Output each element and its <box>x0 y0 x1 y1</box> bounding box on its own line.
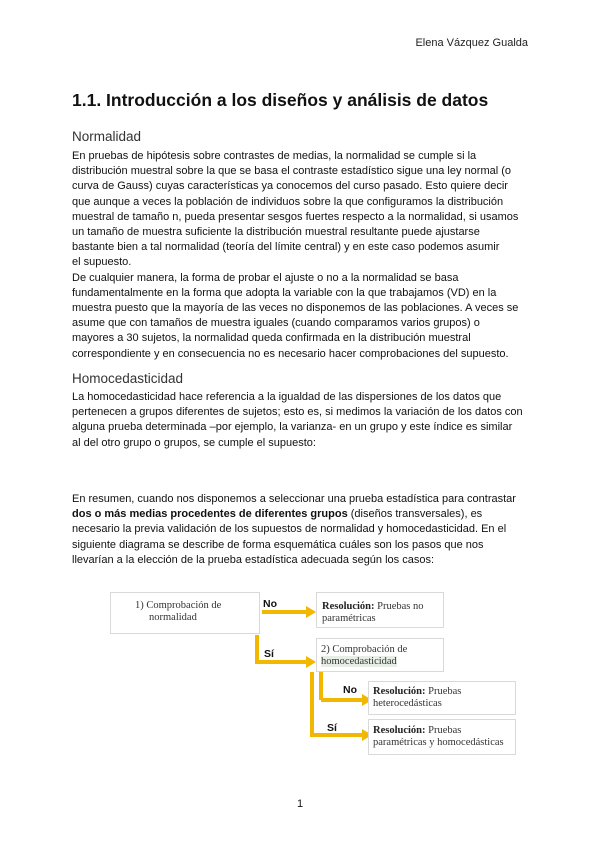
text-line: asume que con tamaños de muestra iguales (cuando comparamos varios grupos) o <box>72 317 480 330</box>
text-line: bastante bien a tal normalidad (teoría del límite central) y en este caso podemos asumir <box>72 241 500 254</box>
text-line: un tamaño de muestra suficiente la distribución muestral resultante puede ajustarse <box>72 226 480 239</box>
text-line: que aunque a veces la población de individuos sobre la que configuramos la distribución <box>72 195 504 208</box>
text-line: distribución muestral sobre la que se basa el contraste estadístico sigue una ley normal (o <box>72 165 512 178</box>
text-line: fundamentalmente en la forma que adopta la variable con la que trabajamos (VD) en la <box>72 286 497 299</box>
step2-line2 <box>321 656 443 668</box>
resolution-nonparametric-box <box>316 592 444 628</box>
si-label-1: Sí <box>264 648 274 660</box>
paragraph-resumen <box>72 492 530 568</box>
text-fragment: (diseños transversales), es <box>347 508 483 521</box>
text-line: siguiente diagrama se describe de forma esquemática cuáles son los pasos que nos <box>72 538 484 551</box>
res1-bold: Resolución: <box>322 601 375 612</box>
res2-line1 <box>373 686 515 698</box>
res1-rest: Pruebas no <box>374 601 424 612</box>
author-name: Elena Vázquez Gualda <box>415 37 528 49</box>
resolution-parametric-box <box>368 719 516 755</box>
text-line: correspondiente y en consecuencia no es necesario hacer comprobaciones del supuesto. <box>72 347 509 360</box>
step1-box <box>110 592 260 634</box>
res3-line2: paramétricas y homocedásticas <box>373 737 504 748</box>
step1-line2: normalidad <box>149 612 197 623</box>
text-line: De cualquier manera, la forma de probar el ajuste o no a la normalidad se basa <box>72 271 459 284</box>
step2-highlight: homocedasticidad <box>321 656 397 667</box>
res3-line1 <box>373 725 515 737</box>
res2-rest: Pruebas <box>425 686 462 697</box>
heading-homocedasticidad: Homocedasticidad <box>72 371 184 386</box>
text-line: muestral de tamaño n, pueda presentar sesgos fuertes respecto a la normalidad, si usamos <box>72 210 519 223</box>
paragraph-normalidad <box>72 149 530 362</box>
arrowhead-si-1 <box>306 656 316 668</box>
text-line: pertenecen a grupos diferentes de sujetos; esto es, si medimos la variación de los datos con <box>72 406 523 419</box>
text-line: En pruebas de hipótesis sobre contrastes de medias, la normalidad se cumple si la <box>72 150 477 162</box>
step2-box <box>316 638 444 672</box>
arrowhead-no-1 <box>306 606 316 618</box>
no-label-2: No <box>343 684 357 696</box>
text-line: La homocedasticidad hace referencia a la igualdad de las dispersiones de los datos que <box>72 391 502 403</box>
arrow-si-2 <box>312 672 362 735</box>
resolution-heteroscedastic-box <box>368 681 516 715</box>
text-line: llevarían a la elección de la prueba estadística adecuada según los casos: <box>72 553 435 566</box>
text-line <box>72 507 530 522</box>
page-number: 1 <box>296 798 304 810</box>
text-line: el supuesto. <box>72 256 132 269</box>
res3-bold: Resolución: <box>373 725 426 736</box>
res3-rest: Pruebas <box>425 725 462 736</box>
step1-line1: 1) Comprobación de <box>135 600 222 611</box>
bold-phrase: dos o más medias procedentes de diferentes grupos <box>72 508 348 521</box>
res2-line2: heterocedásticas <box>373 698 442 709</box>
res1-line2: paramétricas <box>322 613 376 624</box>
text-line: muestra puesto que la mayoría de las veces no disponemos de las poblaciones. A veces se <box>72 302 519 315</box>
text-line: En resumen, cuando nos disponemos a seleccionar una prueba estadística para contrastar <box>72 493 516 505</box>
text-line: necesario la previa validación de los supuestos de normalidad y homocedasticidad. En el <box>72 523 507 536</box>
text-line: al del otro grupo o grupos, se cumple el supuesto: <box>72 436 316 449</box>
res1-line1 <box>322 601 443 613</box>
paragraph-homocedasticidad <box>72 390 530 451</box>
heading-normalidad: Normalidad <box>72 129 142 144</box>
no-label-1: No <box>263 598 277 610</box>
si-label-2: Sí <box>327 722 337 734</box>
text-line: curva de Gauss) cuyas características ya conocemos del curso pasado. Esto quiere decir <box>72 180 508 193</box>
step2-line1: 2) Comprobación de <box>321 644 408 655</box>
text-line: alguna prueba determinada –por ejemplo, la varianza- en un grupo y este índice es similar <box>72 421 513 434</box>
res2-bold: Resolución: <box>373 686 426 697</box>
text-line: mayores a 30 sujetos, la normalidad queda confirmada en la distribución muestral <box>72 332 471 345</box>
page-title: 1.1. Introducción a los diseños y análisis de datos <box>72 90 489 110</box>
